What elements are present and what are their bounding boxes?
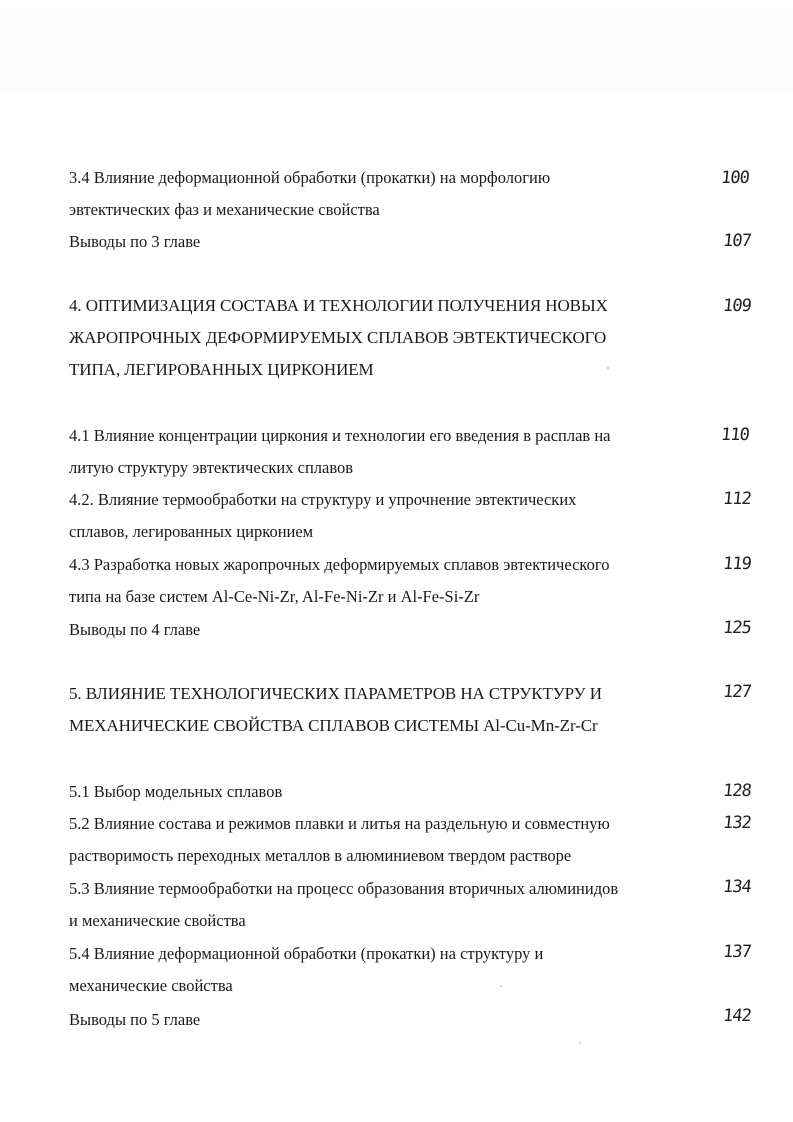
toc-conclusions-4: Выводы по 4 главе	[69, 620, 201, 639]
toc-conclusions-3: Выводы по 3 главе	[69, 232, 201, 251]
toc-conclusions-5: Выводы по 5 главе	[69, 1010, 201, 1029]
page-number-conclusions-4: 125	[721, 618, 752, 638]
page-number-4-3: 119	[721, 554, 752, 574]
toc-chapter-5-line1: 5. ВЛИЯНИЕ ТЕХНОЛОГИЧЕСКИХ ПАРАМЕТРОВ НА СТРУКТУРУ И	[69, 684, 602, 703]
scan-speck	[579, 1042, 581, 1044]
toc-entry-3-4-line1: 3.4 Влияние деформационной обработки (прокатки) на морфологию	[69, 168, 551, 187]
page-number-4-2: 112	[721, 489, 752, 509]
page-number-chapter-4: 109	[721, 296, 752, 316]
toc-entry-4-2-line2: сплавов, легированных цирконием	[69, 522, 314, 541]
scan-speck	[500, 985, 502, 987]
toc-entry-5-2-line2: растворимость переходных металлов в алюминиевом твердом растворе	[69, 846, 572, 865]
toc-entry-5-2-line1: 5.2 Влияние состава и режимов плавки и литья на раздельную и совместную	[69, 814, 610, 833]
toc-entry-4-3-line2: типа на базе систем Al-Ce-Ni-Zr, Al-Fe-Ni-Zr и Al-Fe-Si-Zr	[69, 587, 480, 606]
toc-entry-4-3-line1: 4.3 Разработка новых жаропрочных деформируемых сплавов эвтектического	[69, 555, 610, 574]
toc-entry-3-4-line2: эвтектических фаз и механические свойства	[69, 200, 380, 219]
toc-entry-5-3-line2: и механические свойства	[69, 911, 246, 930]
toc-chapter-4-line1: 4. ОПТИМИЗАЦИЯ СОСТАВА И ТЕХНОЛОГИИ ПОЛУЧЕНИЯ НОВЫХ	[69, 296, 608, 315]
toc-entry-5-4-line1: 5.4 Влияние деформационной обработки (прокатки) на структуру и	[69, 944, 544, 963]
toc-entry-4-1-line2: литую структуру эвтектических сплавов	[69, 458, 354, 477]
toc-entry-5-4-line2: механические свойства	[69, 976, 233, 995]
page-number-5-2: 132	[721, 813, 752, 833]
page-number-5-1: 128	[721, 781, 752, 801]
toc-chapter-5-line2: МЕХАНИЧЕСКИЕ СВОЙСТВА СПЛАВОВ СИСТЕМЫ Al-Cu-Mn-Zr-Cr	[69, 716, 598, 735]
page-number-5-4: 137	[721, 942, 752, 962]
page-number-5-3: 134	[721, 877, 752, 897]
page-number-conclusions-3: 107	[721, 231, 752, 251]
toc-chapter-4-line3: ТИПА, ЛЕГИРОВАННЫХ ЦИРКОНИЕМ	[69, 360, 374, 379]
toc-chapter-4-line2: ЖАРОПРОЧНЫХ ДЕФОРМИРУЕМЫХ СПЛАВОВ ЭВТЕКТИЧЕСКОГО	[69, 328, 607, 347]
page-number-chapter-5: 127	[721, 682, 752, 702]
page-number-conclusions-5: 142	[721, 1006, 752, 1026]
page-number-3-4: 100	[719, 168, 750, 188]
scan-speck	[607, 367, 609, 369]
page-number-4-1: 110	[719, 425, 750, 445]
toc-entry-4-1-line1: 4.1 Влияние концентрации циркония и технологии его введения в расплав на	[69, 426, 611, 445]
toc-entry-5-1: 5.1 Выбор модельных сплавов	[69, 782, 283, 801]
toc-entry-4-2-line1: 4.2. Влияние термообработки на структуру и упрочнение эвтектических	[69, 490, 577, 509]
scan-top-margin	[0, 0, 793, 92]
toc-entry-5-3-line1: 5.3 Влияние термообработки на процесс образования вторичных алюминидов	[69, 879, 619, 898]
